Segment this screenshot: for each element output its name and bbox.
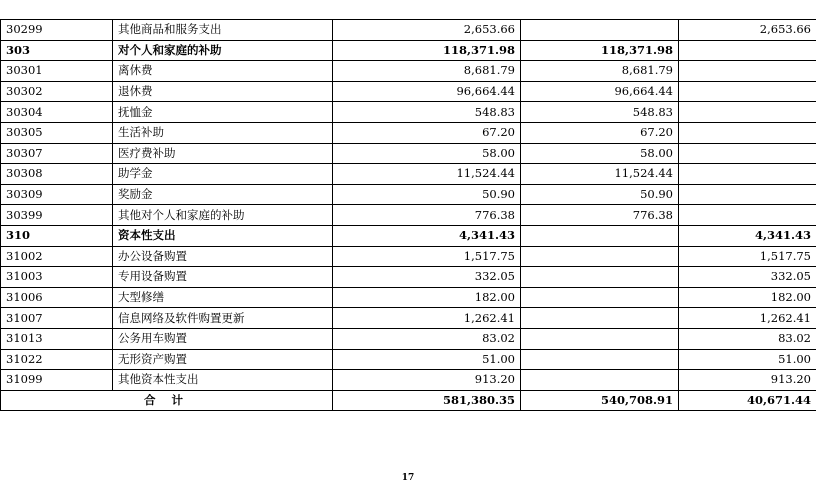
row-name: 抚恤金 (113, 102, 333, 123)
row-total: 4,341.43 (333, 225, 521, 246)
row-basic (521, 20, 679, 41)
row-total: 182.00 (333, 287, 521, 308)
row-project: 913.20 (679, 370, 816, 391)
table-row (1, 328, 816, 349)
table-row (1, 308, 816, 329)
row-project (679, 184, 816, 205)
row-name: 助学金 (113, 164, 333, 185)
row-project (679, 102, 816, 123)
row-name: 资本性支出 (113, 225, 333, 246)
total-row (1, 390, 816, 411)
row-code: 31007 (1, 308, 113, 329)
row-name: 无形资产购置 (113, 349, 333, 370)
row-total: 83.02 (333, 328, 521, 349)
row-basic: 776.38 (521, 205, 679, 226)
row-basic (521, 287, 679, 308)
row-total: 96,664.44 (333, 81, 521, 102)
total-amount: 581,380.35 (333, 390, 521, 411)
table-row (1, 122, 816, 143)
table-row (1, 40, 816, 61)
row-total: 1,262.41 (333, 308, 521, 329)
row-basic (521, 246, 679, 267)
row-total: 11,524.44 (333, 164, 521, 185)
row-name: 医疗费补助 (113, 143, 333, 164)
row-project: 332.05 (679, 267, 816, 288)
row-project: 1,262.41 (679, 308, 816, 329)
row-code: 310 (1, 225, 113, 246)
row-total: 8,681.79 (333, 61, 521, 82)
table-body (1, 20, 816, 411)
table-row (1, 349, 816, 370)
table-row (1, 143, 816, 164)
row-basic: 58.00 (521, 143, 679, 164)
row-total: 332.05 (333, 267, 521, 288)
row-project: 182.00 (679, 287, 816, 308)
page-number: 17 (401, 473, 415, 483)
row-code: 31006 (1, 287, 113, 308)
row-code: 30304 (1, 102, 113, 123)
row-basic (521, 267, 679, 288)
row-total: 548.83 (333, 102, 521, 123)
row-total: 913.20 (333, 370, 521, 391)
table-row (1, 61, 816, 82)
row-project: 83.02 (679, 328, 816, 349)
row-code: 30305 (1, 122, 113, 143)
row-basic: 11,524.44 (521, 164, 679, 185)
row-project: 4,341.43 (679, 225, 816, 246)
row-total: 2,653.66 (333, 20, 521, 41)
row-basic (521, 308, 679, 329)
row-basic: 8,681.79 (521, 61, 679, 82)
table-row (1, 81, 816, 102)
row-code: 30299 (1, 20, 113, 41)
table-row (1, 164, 816, 185)
row-code: 31013 (1, 328, 113, 349)
row-total: 118,371.98 (333, 40, 521, 61)
row-project (679, 61, 816, 82)
row-name: 专用设备购置 (113, 267, 333, 288)
row-total: 51.00 (333, 349, 521, 370)
row-project: 1,517.75 (679, 246, 816, 267)
row-code: 30309 (1, 184, 113, 205)
table-row (1, 246, 816, 267)
row-name: 离休费 (113, 61, 333, 82)
row-code: 30301 (1, 61, 113, 82)
row-total: 58.00 (333, 143, 521, 164)
table-row (1, 225, 816, 246)
row-basic: 118,371.98 (521, 40, 679, 61)
table-row (1, 20, 816, 41)
table-row (1, 205, 816, 226)
row-project (679, 205, 816, 226)
row-code: 31002 (1, 246, 113, 267)
table-row (1, 267, 816, 288)
row-name: 退休费 (113, 81, 333, 102)
row-name: 大型修缮 (113, 287, 333, 308)
row-name: 其他商品和服务支出 (113, 20, 333, 41)
row-basic (521, 349, 679, 370)
row-code: 31099 (1, 370, 113, 391)
row-basic: 67.20 (521, 122, 679, 143)
row-basic: 548.83 (521, 102, 679, 123)
table-row (1, 370, 816, 391)
row-project: 51.00 (679, 349, 816, 370)
total-project: 40,671.44 (679, 390, 816, 411)
row-project: 2,653.66 (679, 20, 816, 41)
expenditure-table (0, 19, 816, 411)
row-total: 776.38 (333, 205, 521, 226)
row-project (679, 122, 816, 143)
row-basic (521, 225, 679, 246)
row-total: 67.20 (333, 122, 521, 143)
table-row (1, 102, 816, 123)
row-project (679, 40, 816, 61)
row-basic: 50.90 (521, 184, 679, 205)
row-code: 30308 (1, 164, 113, 185)
row-name: 对个人和家庭的补助 (113, 40, 333, 61)
total-basic: 540,708.91 (521, 390, 679, 411)
row-name: 其他资本性支出 (113, 370, 333, 391)
row-basic: 96,664.44 (521, 81, 679, 102)
row-basic (521, 370, 679, 391)
total-label: 合 计 (1, 390, 333, 411)
row-name: 生活补助 (113, 122, 333, 143)
row-name: 公务用车购置 (113, 328, 333, 349)
row-name: 办公设备购置 (113, 246, 333, 267)
row-code: 303 (1, 40, 113, 61)
row-name: 奖励金 (113, 184, 333, 205)
row-project (679, 143, 816, 164)
row-code: 30399 (1, 205, 113, 226)
row-total: 50.90 (333, 184, 521, 205)
row-project (679, 81, 816, 102)
row-code: 30302 (1, 81, 113, 102)
row-total: 1,517.75 (333, 246, 521, 267)
row-code: 30307 (1, 143, 113, 164)
row-name: 信息网络及软件购置更新 (113, 308, 333, 329)
row-project (679, 164, 816, 185)
row-code: 31003 (1, 267, 113, 288)
table-row (1, 287, 816, 308)
row-basic (521, 328, 679, 349)
table-row (1, 184, 816, 205)
row-name: 其他对个人和家庭的补助 (113, 205, 333, 226)
row-code: 31022 (1, 349, 113, 370)
